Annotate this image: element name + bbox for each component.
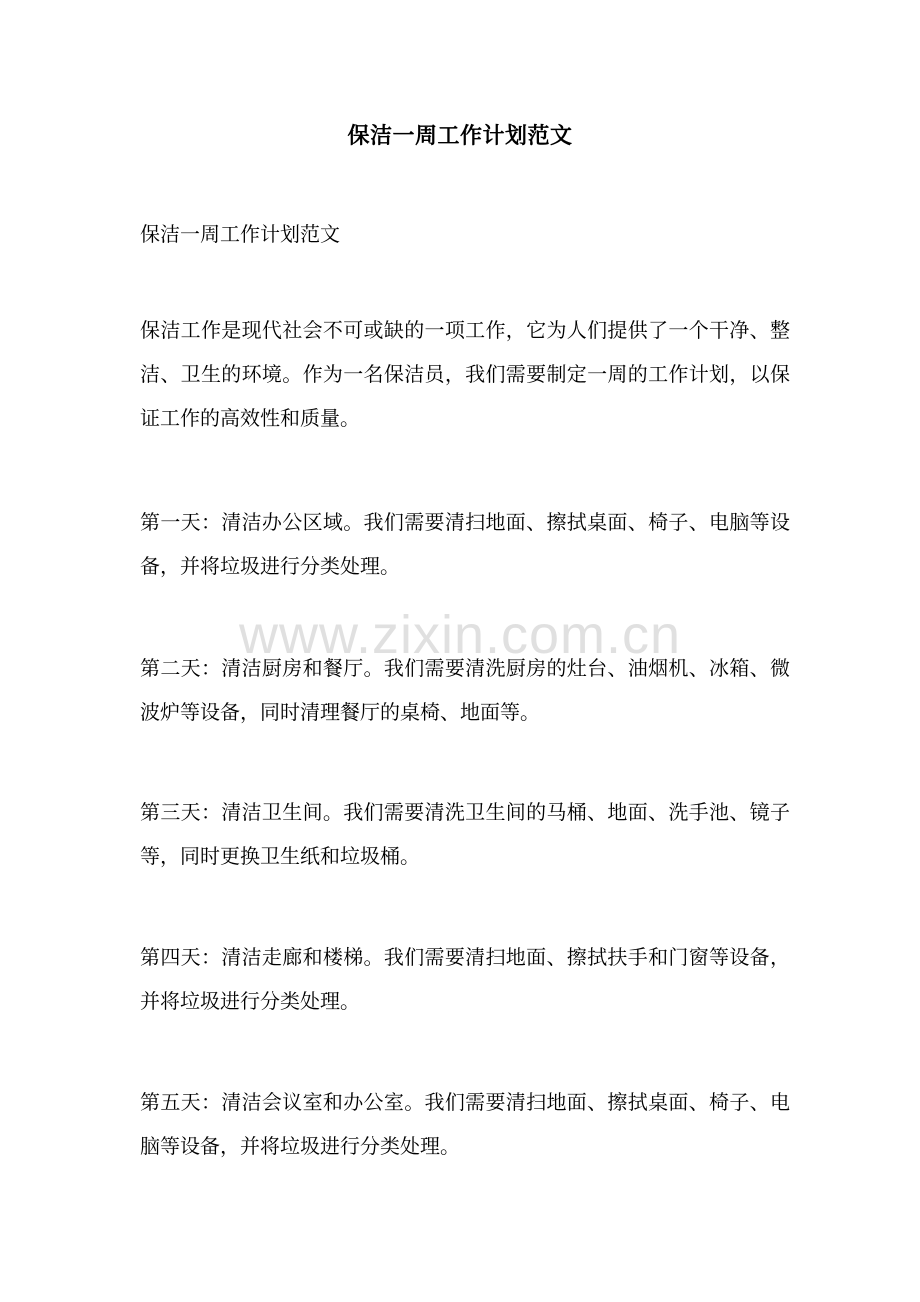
day-3-paragraph: 第三天：清洁卫生间。我们需要清洗卫生间的马桶、地面、洗手池、镜子等，同时更换卫生纸和垃圾桶。 xyxy=(140,800,790,868)
day-1-paragraph: 第一天：清洁办公区域。我们需要清扫地面、擦拭桌面、椅子、电脑等设备，并将垃圾进行分类处理。 xyxy=(140,510,790,578)
day-2-paragraph: 第二天：清洁厨房和餐厅。我们需要清洗厨房的灶台、油烟机、冰箱、微波炉等设备，同时清理餐厅的桌椅、地面等。 xyxy=(140,656,790,724)
day-5-paragraph: 第五天：清洁会议室和办公室。我们需要清扫地面、擦拭桌面、椅子、电脑等设备，并将垃圾进行分类处理。 xyxy=(140,1090,790,1158)
document-title: 保洁一周工作计划范文 xyxy=(347,123,573,149)
watermark: www.zixin.com.cn xyxy=(238,605,682,665)
day-4-paragraph: 第四天：清洁走廊和楼梯。我们需要清扫地面、擦拭扶手和门窗等设备，并将垃圾进行分类处理。 xyxy=(140,945,790,1013)
intro-paragraph: 保洁工作是现代社会不可或缺的一项工作，它为人们提供了一个干净、整洁、卫生的环境。作为一名保洁员，我们需要制定一周的工作计划，以保证工作的高效性和质量。 xyxy=(140,318,790,430)
document-subtitle: 保洁一周工作计划范文 xyxy=(140,222,340,246)
